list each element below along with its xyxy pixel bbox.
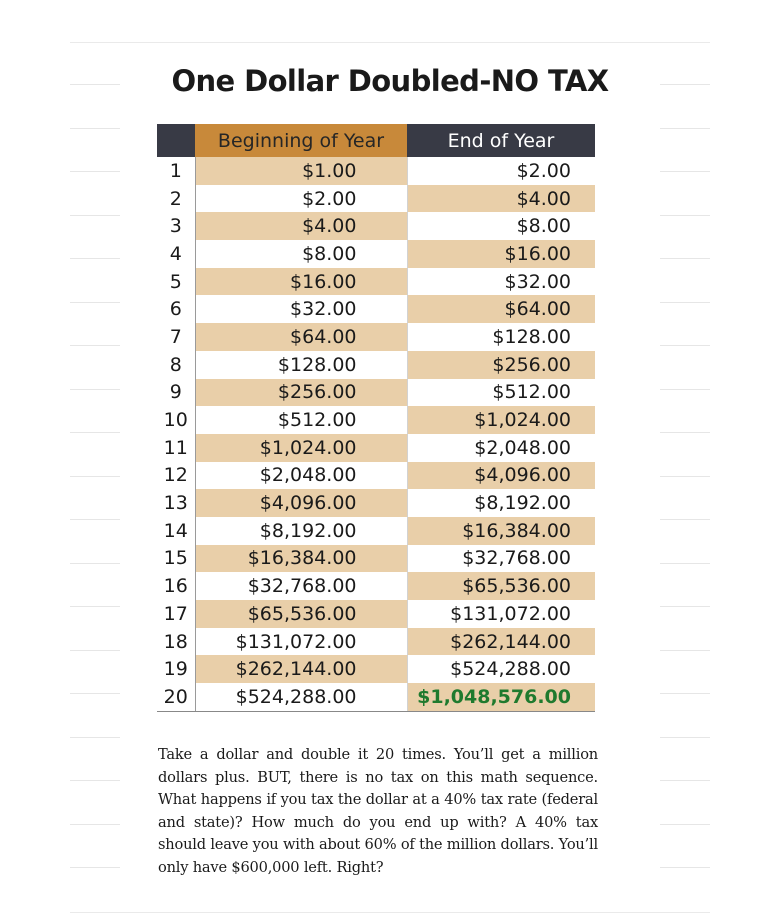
margin-rule	[70, 302, 120, 303]
margin-rule	[660, 345, 710, 346]
beginning-value-cell: $2,048.00	[259, 464, 357, 487]
margin-rule	[70, 345, 120, 346]
table-row	[157, 157, 595, 185]
margin-rule	[70, 215, 120, 216]
margin-rule	[70, 780, 120, 781]
beginning-value-cell: $128.00	[277, 353, 357, 376]
year-cell: 1	[157, 157, 195, 185]
end-value-cell: $16,384.00	[407, 517, 595, 545]
page-title: One Dollar Doubled-NO TAX	[171, 64, 609, 98]
beginning-value-cell: $1.00	[195, 157, 407, 185]
margin-rule	[70, 650, 120, 651]
end-value-cell: $8.00	[407, 212, 595, 240]
year-cell: 15	[157, 545, 195, 573]
margin-rule	[660, 737, 710, 738]
year-cell: 9	[157, 379, 195, 407]
table-row	[157, 212, 595, 240]
margin-rule	[660, 302, 710, 303]
margin-rule	[70, 824, 120, 825]
beginning-value-cell: $524,288.00	[195, 683, 407, 711]
year-cell: 5	[157, 268, 195, 296]
margin-rule	[660, 519, 710, 520]
year-cell: 3	[157, 212, 195, 240]
margin-rule	[70, 737, 120, 738]
margin-rule	[70, 519, 120, 520]
margin-rule	[660, 563, 710, 564]
table-row	[157, 572, 595, 600]
margin-rule	[660, 389, 710, 390]
margin-rule	[660, 693, 710, 694]
year-cell: 17	[157, 600, 195, 628]
margin-rule	[70, 476, 120, 477]
end-value-cell: $32.00	[407, 268, 595, 296]
beginning-value-cell: $4,096.00	[195, 489, 407, 517]
margin-rule	[660, 215, 710, 216]
table-row	[157, 295, 595, 323]
margin-rule	[70, 128, 120, 129]
margin-rule	[660, 258, 710, 259]
year-cell: 16	[157, 572, 195, 600]
table-header-row	[157, 124, 595, 157]
end-value-cell: $32,768.00	[407, 545, 595, 573]
beginning-value-cell: $4.00	[195, 212, 407, 240]
header-beginning-of-year: Beginning of Year	[195, 124, 407, 157]
beginning-value-cell: $8,192.00	[259, 519, 357, 542]
margin-rule	[70, 258, 120, 259]
beginning-value-cell: $256.00	[195, 379, 407, 407]
year-cell: 6	[157, 295, 195, 323]
year-cell: 18	[157, 628, 195, 656]
doubling-table	[157, 124, 595, 712]
year-cell: 12	[157, 462, 195, 490]
margin-rule	[660, 476, 710, 477]
end-value-cell: $8,192.00	[407, 489, 595, 517]
year-cell: 19	[157, 655, 195, 683]
margin-rule	[660, 824, 710, 825]
year-cell: 13	[157, 489, 195, 517]
top-rule	[70, 42, 710, 43]
margin-rule	[70, 867, 120, 868]
table-row	[157, 268, 595, 296]
table-row	[157, 240, 595, 268]
beginning-value-cell: $8.00	[302, 242, 357, 265]
table-row	[157, 655, 595, 683]
margin-rule	[70, 389, 120, 390]
margin-rule	[660, 171, 710, 172]
table-row	[157, 628, 595, 656]
beginning-value-cell: $1,024.00	[195, 434, 407, 462]
year-cell: 8	[157, 351, 195, 379]
margin-rule	[660, 867, 710, 868]
margin-rule	[660, 780, 710, 781]
table-row	[157, 462, 595, 490]
beginning-value-cell: $131,072.00	[235, 630, 357, 653]
beginning-value-cell: $32.00	[290, 298, 357, 321]
margin-rule	[70, 171, 120, 172]
beginning-value-cell: $32,768.00	[247, 575, 357, 598]
header-end-of-year: End of Year	[407, 124, 595, 157]
beginning-value-cell: $16.00	[195, 268, 407, 296]
margin-rule	[660, 432, 710, 433]
table-row	[157, 323, 595, 351]
end-value-cell: $4.00	[407, 185, 595, 213]
table-row	[157, 683, 595, 711]
year-cell: 2	[157, 185, 195, 213]
end-value-cell: $1,048,576.00	[407, 683, 595, 711]
end-value-cell: $64.00	[407, 295, 595, 323]
margin-rule	[70, 693, 120, 694]
table-row	[157, 351, 595, 379]
end-value-cell: $256.00	[407, 351, 595, 379]
table-row	[157, 489, 595, 517]
header-year	[157, 124, 195, 157]
margin-rule	[70, 432, 120, 433]
end-value-cell: $524,288.00	[407, 655, 595, 683]
end-value-cell: $2,048.00	[407, 434, 595, 462]
end-value-cell: $512.00	[407, 379, 595, 407]
end-value-cell: $131,072.00	[407, 600, 595, 628]
beginning-value-cell: $64.00	[195, 323, 407, 351]
margin-rule	[660, 128, 710, 129]
beginning-value-cell: $2.00	[302, 187, 357, 210]
beginning-value-cell: $512.00	[277, 409, 357, 432]
table-row	[157, 600, 595, 628]
end-value-cell: $262,144.00	[407, 628, 595, 656]
table-row	[157, 517, 595, 545]
beginning-value-cell: $16,384.00	[195, 545, 407, 573]
beginning-value-cell: $65,536.00	[195, 600, 407, 628]
margin-rule	[70, 606, 120, 607]
table-row	[157, 185, 595, 213]
explanation-paragraph: Take a dollar and double it 20 times. You’ll get a million dollars plus. BUT, there is no tax on this math sequence. What happens if you tax the dollar at a 40% tax rate (federal and state)? How much do you end up with? A 40% tax should leave you with about 60% of the million dollars. You’ll only have $600,000 left. Right?	[158, 746, 598, 876]
end-value-cell: $1,024.00	[407, 406, 595, 434]
year-cell: 7	[157, 323, 195, 351]
end-value-cell: $2.00	[407, 157, 595, 185]
beginning-value-cell: $262,144.00	[195, 655, 407, 683]
table-row	[157, 406, 595, 434]
table-row	[157, 434, 595, 462]
end-value-cell: $4,096.00	[407, 462, 595, 490]
end-value-cell: $128.00	[407, 323, 595, 351]
year-cell: 11	[157, 434, 195, 462]
margin-rule	[660, 650, 710, 651]
end-value-cell: $16.00	[407, 240, 595, 268]
end-value-cell: $65,536.00	[407, 572, 595, 600]
table-row	[157, 379, 595, 407]
margin-rule	[660, 606, 710, 607]
year-cell: 14	[157, 517, 195, 545]
year-cell: 20	[157, 683, 195, 711]
margin-rule	[70, 563, 120, 564]
year-cell: 10	[157, 406, 195, 434]
year-cell: 4	[157, 240, 195, 268]
table-row	[157, 545, 595, 573]
bottom-rule	[70, 912, 710, 913]
